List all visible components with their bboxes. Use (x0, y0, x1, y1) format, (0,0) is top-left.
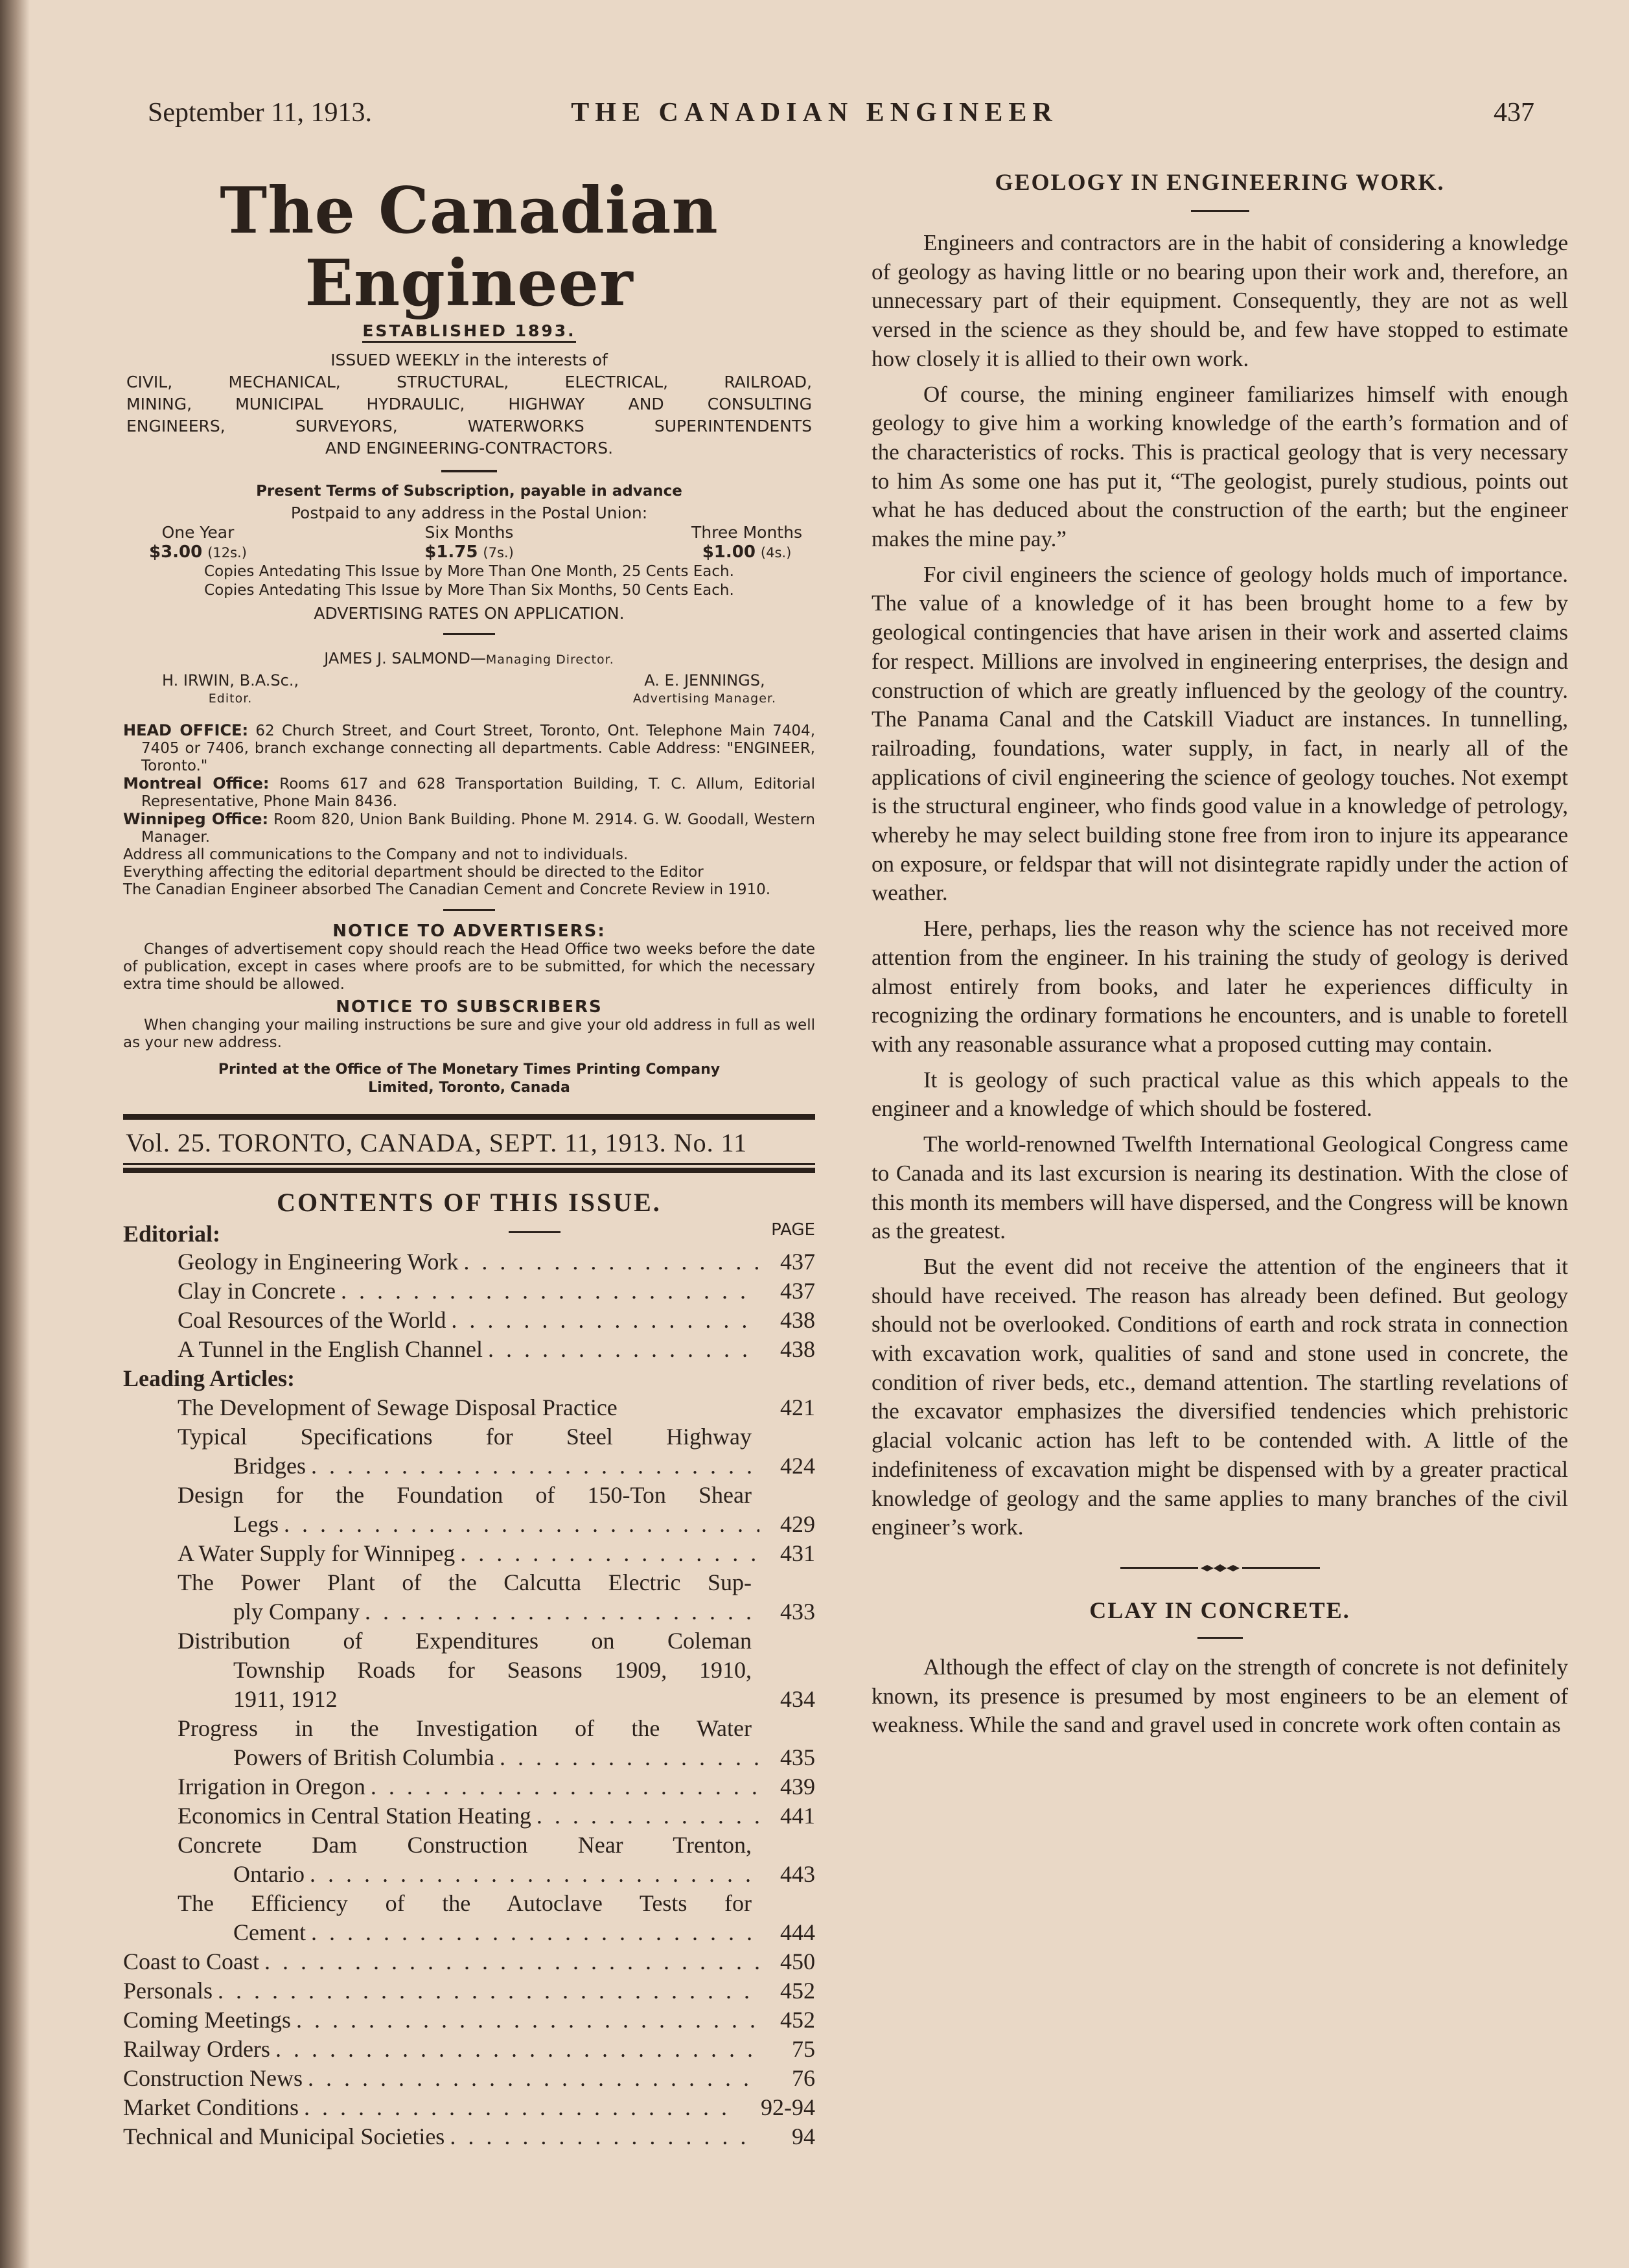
established-line: ESTABLISHED 1893. (123, 321, 815, 340)
toc-item[interactable]: Ontario . . . 443 (123, 1860, 815, 1889)
toc-item[interactable]: Personals . . . 452 (123, 1976, 815, 2006)
leading-articles-heading: Leading Articles: (123, 1365, 295, 1391)
page-binding-shadow (0, 0, 30, 2268)
table-of-contents (123, 1247, 815, 2151)
toc-item[interactable]: Economics in Central Station Heating . . . 441 (123, 1801, 815, 1831)
toc-item[interactable]: The Development of Sewage Disposal Practice 421 (178, 1394, 815, 1420)
subscription-heading: Present Terms of Subscription, payable in advance (256, 483, 682, 500)
masthead-title: The Canadian Engineer (220, 174, 719, 321)
toc-item[interactable]: Coast to Coast . . . 450 (123, 1947, 815, 1976)
copies-note-1: Copies Antedating This Issue by More Than One Month, 25 Cents Each. (204, 563, 734, 580)
advertising-rates: ADVERTISING RATES ON APPLICATION. (314, 604, 625, 623)
head-office: HEAD OFFICE: 62 Church Street, and Court Street, Toronto, Ont. Telephone Main 7404, 7405 or 7406, branch exchange connecting all departments. Cable Address: "ENGINEER, Toronto." (123, 721, 815, 774)
winnipeg-office: Winnipeg Office: Room 820, Union Bank Building. Phone M. 2914. G. W. Goodall, Western Manager. (123, 810, 815, 846)
volume-rule-bottom (123, 1168, 815, 1173)
article-clay-body (872, 1653, 1568, 1740)
office-addresses (123, 722, 815, 899)
right-column (872, 156, 1568, 1746)
toc-item-line[interactable]: Design for the Foundation of 150-Ton Shear (178, 1482, 752, 1508)
article-clay-heading: CLAY IN CONCRETE. (1089, 1597, 1350, 1623)
toc-item[interactable]: A Tunnel in the English Channel . . . 438 (123, 1335, 815, 1364)
divider (1191, 210, 1249, 212)
absorbed-note: The Canadian Engineer absorbed The Canadian Cement and Concrete Review in 1910. (123, 881, 771, 898)
paragraph: It is geology of such practical value as this which appeals to the engineer and a knowledge of which should be fostered. (872, 1067, 1568, 1122)
toc-item[interactable]: Bridges . . . 424 (123, 1452, 815, 1481)
toc-item[interactable]: Cement . . . 444 (123, 1918, 815, 1947)
toc-item-line[interactable]: Concrete Dam Construction Near Trenton, (178, 1832, 752, 1858)
paragraph: The world-renowned Twelfth International Geological Congress came to Canada and its last excursion is nearing its destination. With the close of this month its members will have dispersed, and the Congress will be known as the greatest. (872, 1131, 1568, 1244)
toc-item[interactable]: A Water Supply for Winnipeg . . . 431 (123, 1539, 815, 1568)
volume-rule-top (123, 1114, 815, 1120)
volume-line: Vol. 25. TORONTO, CANADA, SEPT. 11, 1913. No. 11 (126, 1128, 748, 1157)
toc-item[interactable]: ply Company . . . 433 (123, 1597, 815, 1626)
toc-item-line[interactable]: Progress in the Investigation of the Water (178, 1715, 752, 1741)
term-three-months: Three Months $1.00 (4s.) (691, 523, 802, 562)
issued-line: ISSUED WEEKLY in the interests of (330, 351, 608, 369)
page-number: 437 (1494, 98, 1534, 128)
running-title: THE CANADIAN ENGINEER (571, 98, 1058, 128)
toc-item[interactable]: Legs . . . 429 (123, 1510, 815, 1539)
editorial-note: Everything affecting the editorial department should be directed to the Editor (123, 864, 704, 881)
toc-item[interactable]: Powers of British Columbia . . . 435 (123, 1743, 815, 1772)
postpaid-line: Postpaid to any address in the Postal Union: (290, 503, 648, 522)
fields-list: CIVIL, MECHANICAL, STRUCTURAL, ELECTRICAL, RAILROAD, MINING, MUNICIPAL HYDRAULIC, HIGHWAY AND CONSULTING ENGINEERS, SURVEYORS, WATERWORKS SUPERINTENDENTS AND ENGINEERING-CONTRACTORS. (126, 373, 812, 457)
copies-note-2: Copies Antedating This Issue by More Than Six Months, 50 Cents Each. (204, 582, 734, 599)
toc-item-line[interactable]: Township Roads for Seasons 1909, 1910, (233, 1657, 752, 1683)
notice-advertisers-text: Changes of advertisement copy should reach the Head Office two weeks before the date of publication, except in cases where proofs are to be submitted, for which the necessary extra time should be allowed. (123, 941, 815, 993)
article-geology-heading: GEOLOGY IN ENGINEERING WORK. (995, 169, 1445, 195)
divider (443, 909, 495, 911)
toc-item[interactable]: Coal Resources of the World . . . 438 (123, 1306, 815, 1335)
issue-date: September 11, 1913. (148, 98, 373, 128)
paragraph: Engineers and contractors are in the habit of considering a knowledge of geology as having little or no bearing upon their work and, therefore, an unnecessary part of their equipment. Consequently, they are not as well versed in the science as they should be, and few have stopped to estimate how closely it is allied to their own work. (872, 230, 1568, 371)
toc-item[interactable]: Irrigation in Oregon . . . 439 (123, 1772, 815, 1801)
editor: H. IRWIN, B.A.Sc., Editor. (162, 671, 299, 706)
paragraph: Here, perhaps, lies the reason why the science has not received more attention from the engineer. In his training the study of geology is derived almost entirely from books, and later he experiences difficulty in recognizing the ordinary formations he encounters, and is unable to foretell with any reasonable assurance what a proposed cutting may contain. (872, 916, 1568, 1057)
toc-item[interactable]: Technical and Municipal Societies . . . 94 (123, 2122, 815, 2151)
printer-credit: Printed at the Office of The Monetary Times Printing Company Limited, Toronto, Canada (218, 1061, 721, 1096)
paragraph: But the event did not receive the attention of the engineers that it should have received. The reason has already been defined. But geology should not be overlooked. Conditions of earth and rock strata in connection with excavation work, qualities of sand and stone used in concrete, the condition of river beds, etc., demand attention. The startling revelations of the excavator emphasizes the diversified tendencies which prehistoric glacial volcanic action has left to be contended with. A little of the indefiniteness of excavation might be dispensed with by a greater practical knowledge of geology and the same applies to many branches of the civil engineer’s work. (872, 1253, 1568, 1540)
toc-item[interactable]: Construction News . . . 76 (123, 2064, 815, 2093)
toc-item-line[interactable]: The Efficiency of the Autoclave Tests for (178, 1890, 752, 1916)
toc-item[interactable]: Coming Meetings . . . 452 (123, 2006, 815, 2035)
divider (441, 470, 497, 472)
toc-item[interactable]: Geology in Engineering Work . . . 437 (123, 1247, 815, 1277)
toc-item-line[interactable]: Distribution of Expenditures on Coleman (178, 1628, 752, 1654)
toc-item-line[interactable]: Typical Specifications for Steel Highway (178, 1424, 752, 1450)
section-ornament (872, 1564, 1568, 1572)
address-note: Address all communications to the Company and not to individuals. (123, 846, 629, 863)
contents-title: CONTENTS OF THIS ISSUE. (277, 1188, 662, 1217)
notice-advertisers-heading: NOTICE TO ADVERTISERS: (332, 921, 606, 941)
diamond-ornament-icon (1201, 1564, 1240, 1572)
toc-item[interactable]: Clay in Concrete . . . 437 (123, 1277, 815, 1306)
term-six-months: Six Months $1.75 (7s.) (424, 523, 514, 562)
paragraph: Of course, the mining engineer familiarizes himself with enough geology to give him a working knowledge of the earth’s formation and of the characteristics of rocks. This is practical geology that is very necessary to him As some one has put it, “The geologist, purely studious, points out what he has deduced about the construction of the earth; but the engineer makes the mine pay.” (872, 381, 1568, 552)
montreal-office: Montreal Office: Rooms 617 and 628 Transportation Building, T. C. Allum, Editorial Representative, Phone Main 8436. (123, 774, 815, 810)
advertising-manager: A. E. JENNINGS, Advertising Manager. (632, 671, 776, 706)
editors-line (123, 667, 815, 708)
managing-director: JAMES J. SALMOND—Managing Director. (324, 649, 614, 667)
subscription-terms (123, 523, 815, 562)
paragraph: For civil engineers the science of geology holds much of importance. The value of a knowledge of it has been brought home to a few by geological contingencies that have arisen in their work and asserted claims for respect. Millions are involved in engineering enterprises, the design and construction of which are greatly influenced by the geology of the country. The Panama Canal and the Catskill Viaduct are instances. In tunnelling, railroading, foundations, water supply, in fact, in nearly all of the applications of civil engineering the science of geology touches. Not exempt is the structural engineer, who finds good value in a knowledge of petrology, whereby he may select building stone free from iron to injure its appearance on exposure, or feldspar that will not disintegrate rapidly under the action of weather. (872, 561, 1568, 906)
toc-item[interactable]: Market Conditions . . . 92-94 (123, 2093, 815, 2122)
paragraph: Although the effect of clay on the strength of concrete is not definitely known, its presence is presumed by most engineers to be an element of weakness. While the sand and gravel used in concrete work often contain as (872, 1654, 1568, 1738)
notice-subscribers-heading: NOTICE TO SUBSCRIBERS (336, 997, 603, 1017)
divider (1197, 1637, 1243, 1639)
notice-subscribers-text: When changing your mailing instructions be sure and give your old address in full as well as your new address. (123, 1017, 815, 1051)
term-one-year: One Year $3.00 (12s.) (149, 523, 247, 562)
toc-item[interactable]: Railway Orders . . . 75 (123, 2035, 815, 2064)
editorial-section-heading: Editorial: PAGE (123, 1220, 815, 1247)
divider (443, 633, 495, 635)
toc-item-line[interactable]: The Power Plant of the Calcutta Electric Sup- (178, 1569, 752, 1595)
article-geology-body (872, 229, 1568, 1542)
running-head (0, 97, 1629, 143)
left-column (123, 156, 815, 2151)
toc-item[interactable]: 1911, 1912 434 (233, 1686, 815, 1712)
